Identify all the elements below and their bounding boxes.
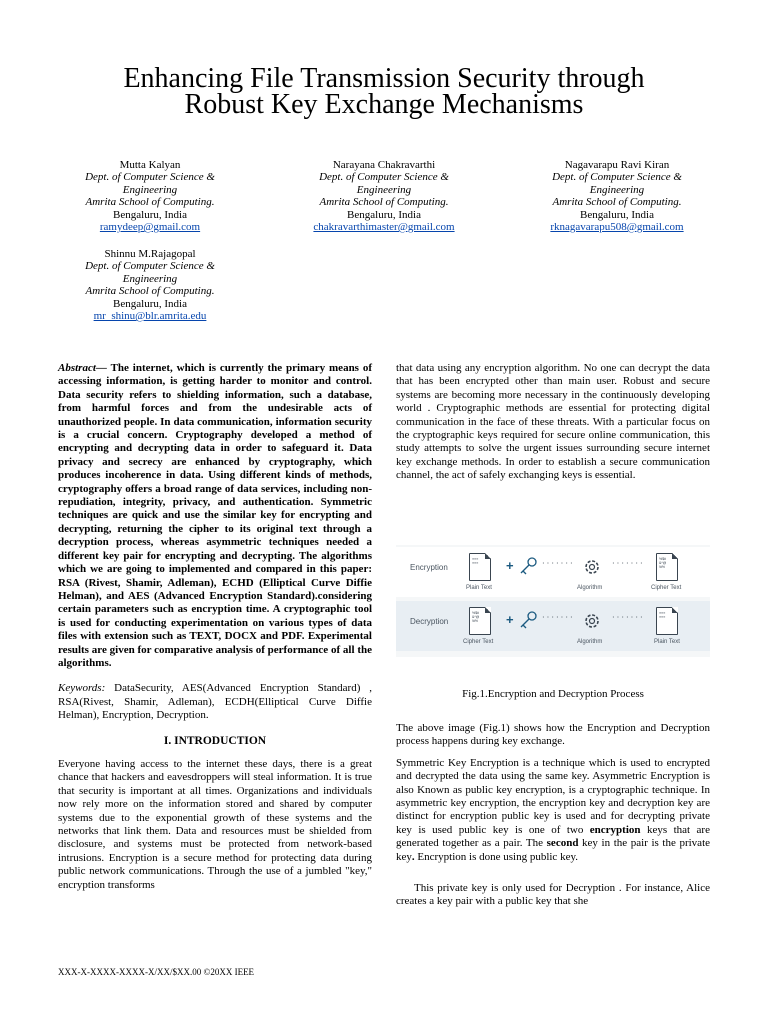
- author-name: Shinnu M.Rajagopal: [104, 248, 196, 260]
- cipher-text-doc-icon: %$# &*@ !#%: [656, 553, 678, 581]
- right-column-bottom: [396, 722, 710, 909]
- author-email-link[interactable]: chakravarthimaster@gmail.com: [313, 221, 455, 234]
- algorithm-label: Algorithm: [577, 585, 603, 591]
- keywords-paragraph: [58, 682, 372, 722]
- text-run: key in the pair is the private key: [396, 837, 711, 863]
- author-city: Bengaluru, India: [113, 297, 187, 310]
- flow-dots: ·······: [612, 613, 645, 622]
- encryption-decryption-figure: [396, 545, 710, 657]
- author-dept: Engineering: [356, 183, 412, 196]
- flow-dots: ·······: [542, 559, 575, 568]
- keywords-label: Keywords:: [58, 682, 106, 695]
- author-school: Amrita School of Computing.: [85, 196, 215, 209]
- bold-term: .: [411, 850, 415, 863]
- figure-caption: Fig.1.Encryption and Decryption Process: [462, 688, 644, 700]
- text-run: keys that are generated together as a pair. The: [396, 823, 710, 850]
- plain-text-label: Plain Text: [654, 639, 680, 645]
- abstract-lead: Abstract—: [58, 362, 107, 374]
- author-school: Amrita School of Computing.: [552, 196, 682, 209]
- author-name: Narayana Chakravarthi: [332, 159, 436, 171]
- decryption-row: [396, 601, 710, 651]
- author-city: Bengaluru, India: [347, 208, 421, 221]
- right-paragraph-2: The above image (Fig.1) shows how the Encryption and Decryption process happens during key exchange.: [396, 722, 710, 748]
- bold-term: encryption: [589, 823, 641, 836]
- right-paragraph-4: This private key is only used for Decryption . For instance, Alice creates a key pair with a public key that she: [396, 882, 710, 908]
- author-school: Amrita School of Computing.: [85, 285, 215, 298]
- plus-icon: +: [506, 612, 514, 627]
- author-dept: Dept. of Computer Science &: [319, 171, 449, 184]
- author-email-link[interactable]: mr_shinu@blr.amrita.edu: [93, 310, 207, 323]
- author-dept: Dept. of Computer Science &: [85, 171, 215, 184]
- decryption-row-label: Decryption: [410, 617, 449, 626]
- introduction-paragraph: Everyone having access to the internet these days, there is a great chance that hackers and eavesdroppers will steal information. It is true that security is important at all times. Organizations and individuals now rely more on the information stored and shared by computer systems due to the exponential growth of these systems and the networks that link them. Data and resources must be shielded from disclosure, and systems must be protected from network-based intrusions. Encryption is a secure method for protecting data during public network communications. Through the use of a jumbled "key," encryption transforms: [58, 757, 372, 891]
- keywords-text: DataSecurity, AES(Advanced Encryption Standard) , RSA(Rivest, Shamir, Adleman), ECDH(Elliptical Curve Diffie Helman), Encryption, Decryption.: [58, 682, 372, 722]
- cipher-text-label: Cipher Text: [651, 585, 682, 591]
- text-run: Encryption is done using public key.: [414, 850, 578, 863]
- flow-dots: ·······: [542, 613, 575, 622]
- author-block-2: [284, 159, 484, 233]
- encryption-row-label: Encryption: [410, 563, 448, 572]
- abstract-paragraph: [58, 362, 372, 670]
- footer-copyright: XXX-X-XXXX-XXXX-X/XX/$XX.00 ©20XX IEEE: [58, 967, 255, 977]
- plain-text-label: Plain Text: [466, 585, 492, 591]
- author-block-1: [50, 159, 250, 233]
- algorithm-label: Algorithm: [577, 639, 603, 645]
- gear-icon: [582, 611, 602, 631]
- left-column: [58, 362, 372, 892]
- right-paragraph-1: that data using any encryption algorithm. No one can decrypt the data that has been encrypted other than main user. Robust and secure systems are becoming more necessary in the continuously developing world . Cryptographic methods are essential for protecting digital communication in the face of these threats. With a particular focus on the cryptographic keys required for secure online communication, this study attempts to solve the urgent issues surrounding secure internet key exchange methods. In order to establish a secure communication channel, the act of safely exchanging keys is essential.: [396, 362, 710, 482]
- cipher-text-label: Cipher Text: [463, 639, 494, 645]
- author-dept: Engineering: [122, 272, 178, 285]
- text-run: Symmetric Key Encryption is a technique which is used to encrypted and decrypted the data using the same key. Asymmetric Encryption is also Known as public key encryption, is a cryptographic technique. In asymmetric key encryption, the encryption key and decryption key are distinct for encryption public key is used and for decrypting private key is used public key is one of two: [396, 756, 710, 836]
- author-name: Nagavarapu Ravi Kiran: [564, 159, 670, 171]
- paper-title: [60, 63, 708, 120]
- author-email-link[interactable]: ramydeep@gmail.com: [99, 221, 201, 234]
- title-line-1: Enhancing File Transmission Security through: [123, 63, 645, 94]
- author-dept: Dept. of Computer Science &: [552, 171, 682, 184]
- author-name: Mutta Kalyan: [119, 159, 181, 171]
- right-column-top: [396, 362, 710, 483]
- title-line-2: Robust Key Exchange Mechanisms: [184, 89, 584, 120]
- right-paragraph-3: [396, 757, 710, 864]
- flow-dots: ·······: [612, 559, 645, 568]
- key-icon: [518, 557, 538, 575]
- author-dept: Engineering: [122, 183, 178, 196]
- author-block-4: [50, 248, 250, 322]
- plain-text-doc-icon: ≡≡≡ ≡≡≡: [469, 553, 491, 581]
- section-heading-introduction: I. INTRODUCTION: [163, 734, 267, 747]
- encryption-row: [396, 547, 710, 597]
- author-dept: Engineering: [589, 183, 645, 196]
- abstract-text: The internet, which is currently the primary means of accessing information, is getting harder to monitor and control. Data security refers to shielding information, such a database, from harmful forces and from the undesirable acts of unauthorized people. In data communication, information security is a crucial concern. Cryptography developed a method of encrypting and decrypting data in order to safeguard it. Data privacy and secrecy are enhanced by cryptography, which produces incoherence in data. Using different kinds of methods, cryptography offers a broad range of data services, including non-repudiation, integrity, privacy, and authentication. Symmetric techniques are quick and use the similar key for encrypting and decrypting, returning the cipher to its original text through a decryption process, whereas asymmetric techniques needed a different key pair for encrypting and decrypting. The algorithms which we are going to implemented and compared in this paper: RSA (Rivest, Shamir, Adleman), ECHD (Elliptical Curve Diffie Helman), and AES (Advanced Encryption Standard).considering certain parameters such as encryption time. A cryptographic tool is used for conducting experimentation on various types of data files with extension such as TEXT, DOCX and PDF. Experimental results are given for comparative analysis of performance of all the algorithms.: [58, 362, 372, 669]
- author-school: Amrita School of Computing.: [319, 196, 449, 209]
- cipher-text-doc-icon: %$# &*@ !#%: [469, 607, 491, 635]
- bold-term: second: [546, 837, 579, 850]
- plus-icon: +: [506, 558, 514, 573]
- gear-icon: [582, 557, 602, 577]
- key-icon: [518, 611, 538, 629]
- plain-text-doc-icon: ≡≡≡ ≡≡≡: [656, 607, 678, 635]
- author-dept: Dept. of Computer Science &: [85, 260, 215, 273]
- author-email-link[interactable]: rknagavarapu508@gmail.com: [550, 221, 684, 234]
- author-city: Bengaluru, India: [113, 208, 187, 221]
- author-city: Bengaluru, India: [580, 208, 654, 221]
- author-block-3: [517, 159, 717, 233]
